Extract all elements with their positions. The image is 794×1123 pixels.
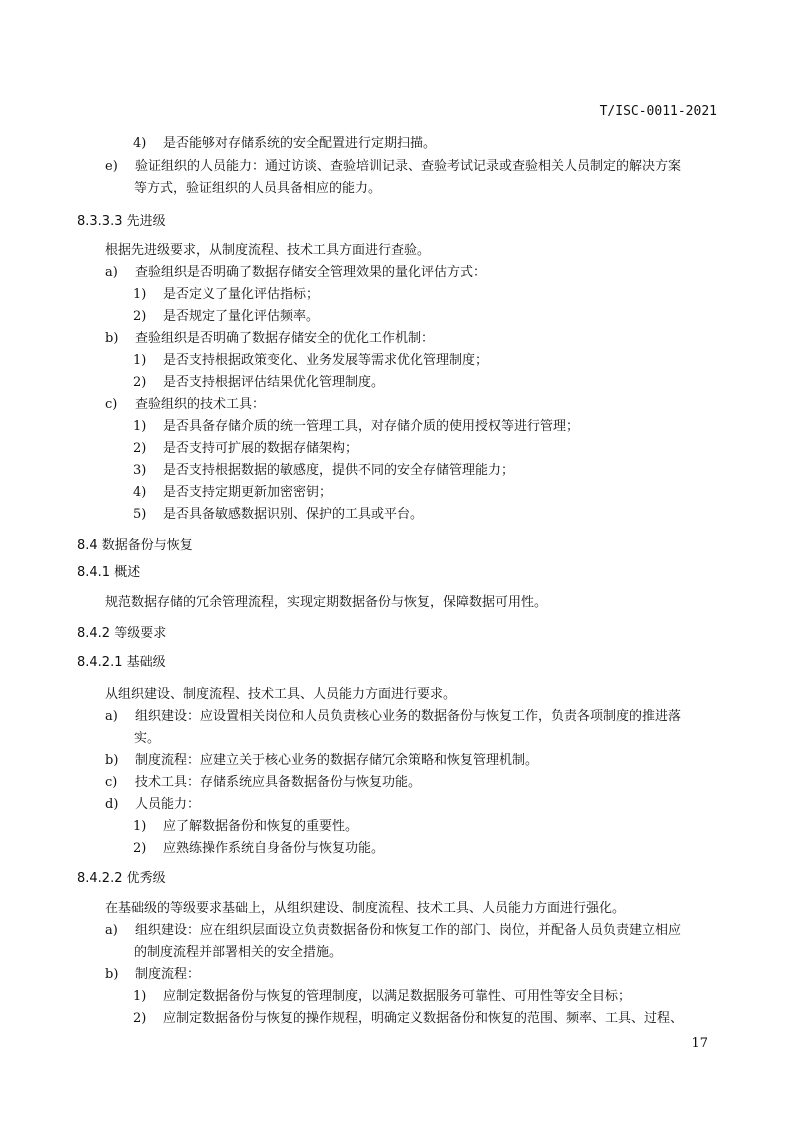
list-text: 应制定数据备份与恢复的管理制度，以满足数据服务可靠性、可用性等安全目标； — [163, 989, 632, 1004]
section-heading-8-3-3-3: 8.3.3.3 先进级 — [77, 214, 166, 229]
list-continuation: 实。 — [134, 731, 161, 746]
list-item — [105, 157, 681, 177]
list-marker: c) — [105, 775, 118, 790]
paragraph: 在基础级的等级要求基础上，从组织建设、制度流程、技术工具、人员能力方面进行强化。 — [105, 901, 626, 916]
list-item — [133, 134, 436, 154]
list-text: 应了解数据备份和恢复的重要性。 — [163, 819, 359, 834]
list-item — [105, 795, 200, 815]
list-marker: b) — [105, 753, 119, 768]
list-marker: 5) — [133, 507, 147, 522]
list-item — [133, 285, 319, 305]
list-marker: a) — [105, 923, 118, 938]
list-text: 应熟练操作系统自身备份与恢复功能。 — [163, 841, 385, 856]
list-marker: c) — [105, 397, 118, 412]
list-item — [133, 505, 423, 525]
list-continuation: 的制度流程并部署相关的安全措施。 — [134, 945, 343, 960]
list-marker: a) — [105, 265, 118, 280]
list-text: 是否具备存储介质的统一管理工具，对存储介质的使用授权等进行管理； — [163, 419, 580, 434]
list-item — [133, 373, 384, 393]
list-marker: 4) — [133, 136, 147, 151]
list-item — [105, 773, 421, 793]
page-number: 17 — [691, 1036, 708, 1051]
list-text: 组织建设：应设置相关岗位和人员负责核心业务的数据备份与恢复工作，负责各项制度的推进落 — [135, 709, 682, 724]
list-marker: 1) — [133, 287, 147, 302]
list-item — [133, 439, 358, 459]
list-text: 查验组织是否明确了数据存储安全管理效果的量化评估方式： — [135, 265, 487, 280]
list-text: 制度流程： — [135, 967, 201, 982]
list-item — [133, 307, 319, 327]
list-marker: 4) — [133, 485, 147, 500]
list-text: 是否具备敏感数据识别、保护的工具或平台。 — [163, 507, 424, 522]
section-heading-8-4-1: 8.4.1 概述 — [77, 565, 141, 580]
section-heading-8-4-2-2: 8.4.2.2 优秀级 — [77, 871, 166, 886]
list-item — [105, 395, 265, 415]
list-item — [133, 483, 332, 503]
list-item — [105, 329, 434, 349]
list-marker: 2) — [133, 1011, 147, 1026]
document-code: T/ISC-0011-2021 — [599, 104, 717, 119]
list-marker: 1) — [133, 989, 147, 1004]
paragraph: 从组织建设、制度流程、技术工具、人员能力方面进行要求。 — [105, 687, 457, 702]
list-item — [133, 461, 514, 481]
list-marker: 1) — [133, 819, 147, 834]
list-text: 是否支持根据政策变化、业务发展等需求优化管理制度； — [163, 353, 489, 368]
section-heading-8-4-2-1: 8.4.2.1 基础级 — [77, 655, 166, 670]
list-item — [133, 351, 488, 371]
list-text: 是否支持根据评估结果优化管理制度。 — [163, 375, 385, 390]
list-marker: b) — [105, 331, 119, 346]
list-item — [133, 839, 384, 859]
list-text: 是否规定了量化评估频率。 — [163, 309, 320, 324]
section-heading-8-4-2: 8.4.2 等级要求 — [77, 626, 167, 641]
list-item — [133, 1009, 683, 1029]
list-marker: 2) — [133, 375, 147, 390]
list-text: 是否支持根据数据的敏感度，提供不同的安全存储管理能力； — [163, 463, 515, 478]
list-text: 是否支持定期更新加密密钥； — [163, 485, 333, 500]
list-item — [133, 817, 358, 837]
list-text: 技术工具：存储系统应具备数据备份与恢复功能。 — [135, 775, 422, 790]
list-item — [105, 263, 486, 283]
list-text: 是否定义了量化评估指标； — [163, 287, 320, 302]
list-text: 制度流程：应建立关于核心业务的数据存储冗余策略和恢复管理机制。 — [135, 753, 539, 768]
list-item — [133, 417, 579, 437]
list-text: 应制定数据备份与恢复的操作规程，明确定义数据备份和恢复的范围、频率、工具、过程、 — [163, 1011, 684, 1026]
list-text: 人员能力： — [135, 797, 201, 812]
list-marker: 2) — [133, 441, 147, 456]
paragraph: 根据先进级要求，从制度流程、技术工具方面进行查验。 — [105, 243, 431, 258]
list-text: 是否支持可扩展的数据存储架构； — [163, 441, 359, 456]
list-marker: 1) — [133, 419, 147, 434]
list-marker: 2) — [133, 309, 147, 324]
list-continuation: 等方式，验证组织的人员具备相应的能力。 — [134, 181, 382, 196]
section-heading-8-4: 8.4 数据备份与恢复 — [77, 538, 193, 553]
list-text: 查验组织的技术工具： — [135, 397, 266, 412]
list-text: 是否能够对存储系统的安全配置进行定期扫描。 — [163, 136, 437, 151]
list-marker: e) — [105, 159, 118, 174]
list-text: 组织建设：应在组织层面设立负责数据备份和恢复工作的部门、岗位，并配备人员负责建立相应 — [135, 923, 682, 938]
list-marker: d) — [105, 797, 119, 812]
list-marker: b) — [105, 967, 119, 982]
list-text: 查验组织是否明确了数据存储安全的优化工作机制： — [135, 331, 435, 346]
list-marker: 3) — [133, 463, 147, 478]
list-item — [105, 921, 681, 941]
list-marker: a) — [105, 709, 118, 724]
list-item — [133, 987, 631, 1007]
list-item — [105, 965, 200, 985]
list-text: 验证组织的人员能力：通过访谈、查验培训记录、查验考试记录或查验相关人员制定的解决方案 — [135, 159, 682, 174]
list-marker: 1) — [133, 353, 147, 368]
list-item — [105, 751, 538, 771]
list-marker: 2) — [133, 841, 147, 856]
paragraph: 规范数据存储的冗余管理流程，实现定期数据备份与恢复，保障数据可用性。 — [105, 595, 548, 610]
list-item — [105, 707, 681, 727]
